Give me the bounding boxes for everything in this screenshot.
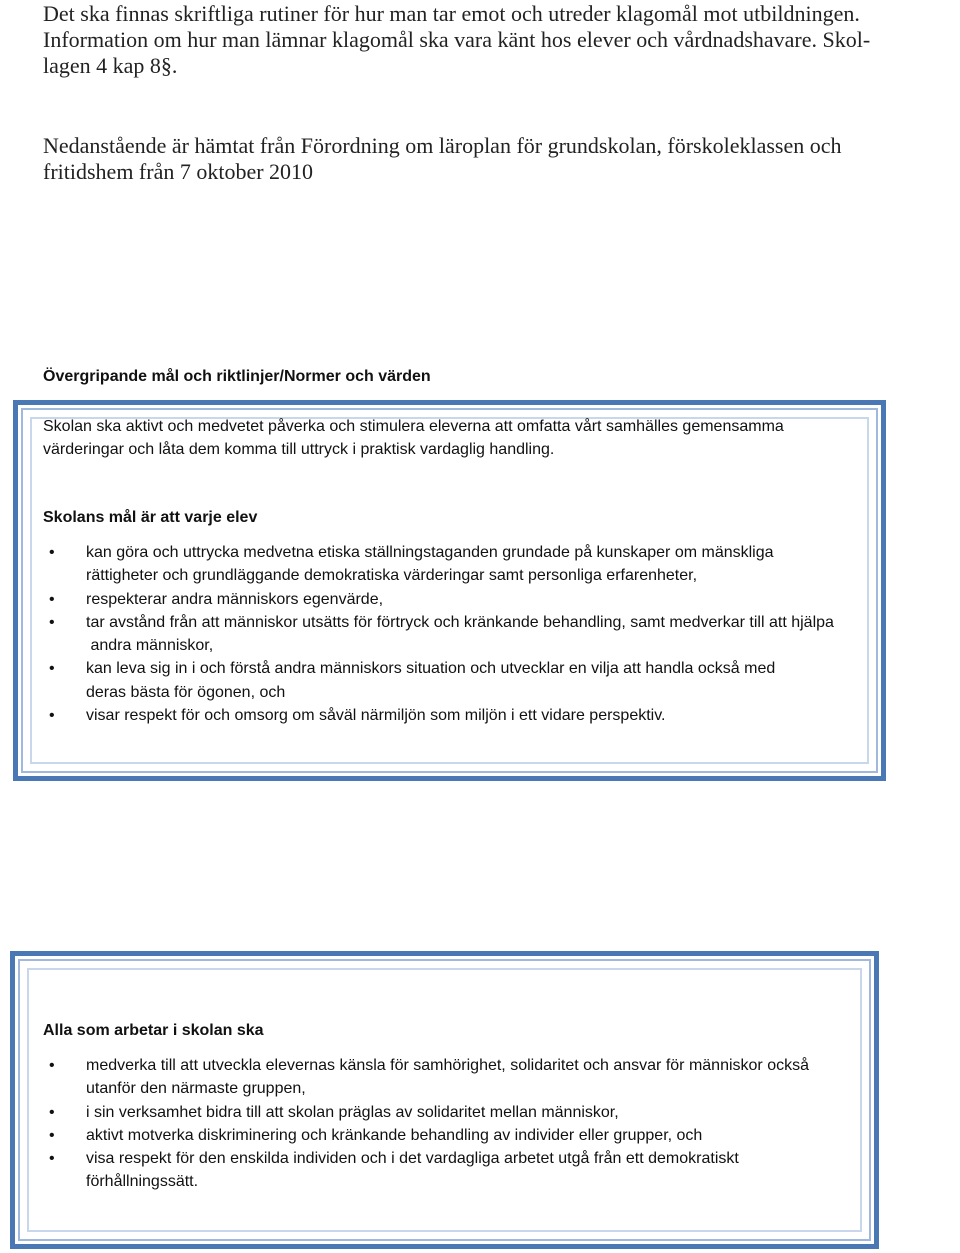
list-item <box>43 657 883 704</box>
staff-duties-heading: Alla som arbetar i skolan ska <box>43 1022 264 1039</box>
list-item <box>43 1054 863 1101</box>
list-item <box>43 1124 863 1147</box>
paragraph-line-2: värderingar och låta dem komma till uttryck i praktisk vardaglig handling. <box>43 441 555 459</box>
intro-paragraph <box>43 1 943 79</box>
staff-duties-list <box>43 1054 863 1194</box>
list-item-line: • aktivt motverka diskriminering och kränkande behandling av individer eller grupper, och <box>86 1126 703 1144</box>
list-item-line: förhållningssätt. <box>86 1173 199 1191</box>
list-item <box>43 1147 863 1194</box>
list-item-line: • kan leva sig in i och förstå andra människors situation och utvecklar en vilja att handla också med <box>86 660 776 678</box>
list-item-line: • respekterar andra människors egenvärde, <box>86 590 384 608</box>
list-item-line: deras bästa för ögonen, och <box>86 683 286 701</box>
list-item <box>43 541 883 588</box>
list-item-line: • medverka till att utveckla elevernas känsla för samhörighet, solidaritet och ansvar för människor också <box>86 1057 809 1074</box>
list-item-line: • i sin verksamhet bidra till att skolan präglas av solidaritet mellan människor, <box>86 1103 619 1121</box>
list-item <box>43 588 883 611</box>
list-item <box>43 611 883 658</box>
list-item-line: • tar avstånd från att människor utsätts för förtryck och kränkande behandling, samt medverkar till att hjälpa <box>86 613 834 631</box>
intro-line-3: lagen 4 kap 8§. <box>43 53 178 78</box>
list-item <box>43 704 883 727</box>
list-item-line: andra människor, <box>86 637 214 655</box>
source-line-1: Nedanstående är hämtat från Förordning om läroplan för grundskolan, förskoleklassen och <box>43 133 842 158</box>
list-item-line: rättigheter och grundläggande demokratiska värderingar samt personliga erfarenheter, <box>86 567 698 585</box>
intro-line-1: Det ska finnas skriftliga rutiner för hur man tar emot och utreder klagomål mot utbildningen. <box>43 1 860 26</box>
list-item <box>43 1101 863 1124</box>
list-item-line: • visa respekt för den enskilda individen och i det vardagliga arbetet utgå från ett demokratiskt <box>86 1150 739 1168</box>
school-influence-paragraph <box>43 415 843 462</box>
paragraph-line-1: Skolan ska aktivt och medvetet påverka och stimulera eleverna att omfatta vårt samhälles gemensamma <box>43 418 784 435</box>
student-goals-list <box>43 541 883 727</box>
student-goals-heading: Skolans mål är att varje elev <box>43 509 258 526</box>
source-paragraph <box>43 133 943 185</box>
list-item-line: • kan göra och uttrycka medvetna etiska ställningstaganden grundade på kunskaper om mänskliga <box>86 544 774 561</box>
list-item-line: • visar respekt för och omsorg om såväl närmiljön som miljön i ett vidare perspektiv. <box>86 707 666 725</box>
intro-line-2: Information om hur man lämnar klagomål ska vara känt hos elever och vårdnadshavare. Skol- <box>43 27 871 52</box>
source-line-2: fritidshem från 7 oktober 2010 <box>43 159 314 184</box>
section-title: Övergripande mål och riktlinjer/Normer och värden <box>43 368 431 385</box>
list-item-line: utanför den närmaste gruppen, <box>86 1080 306 1098</box>
